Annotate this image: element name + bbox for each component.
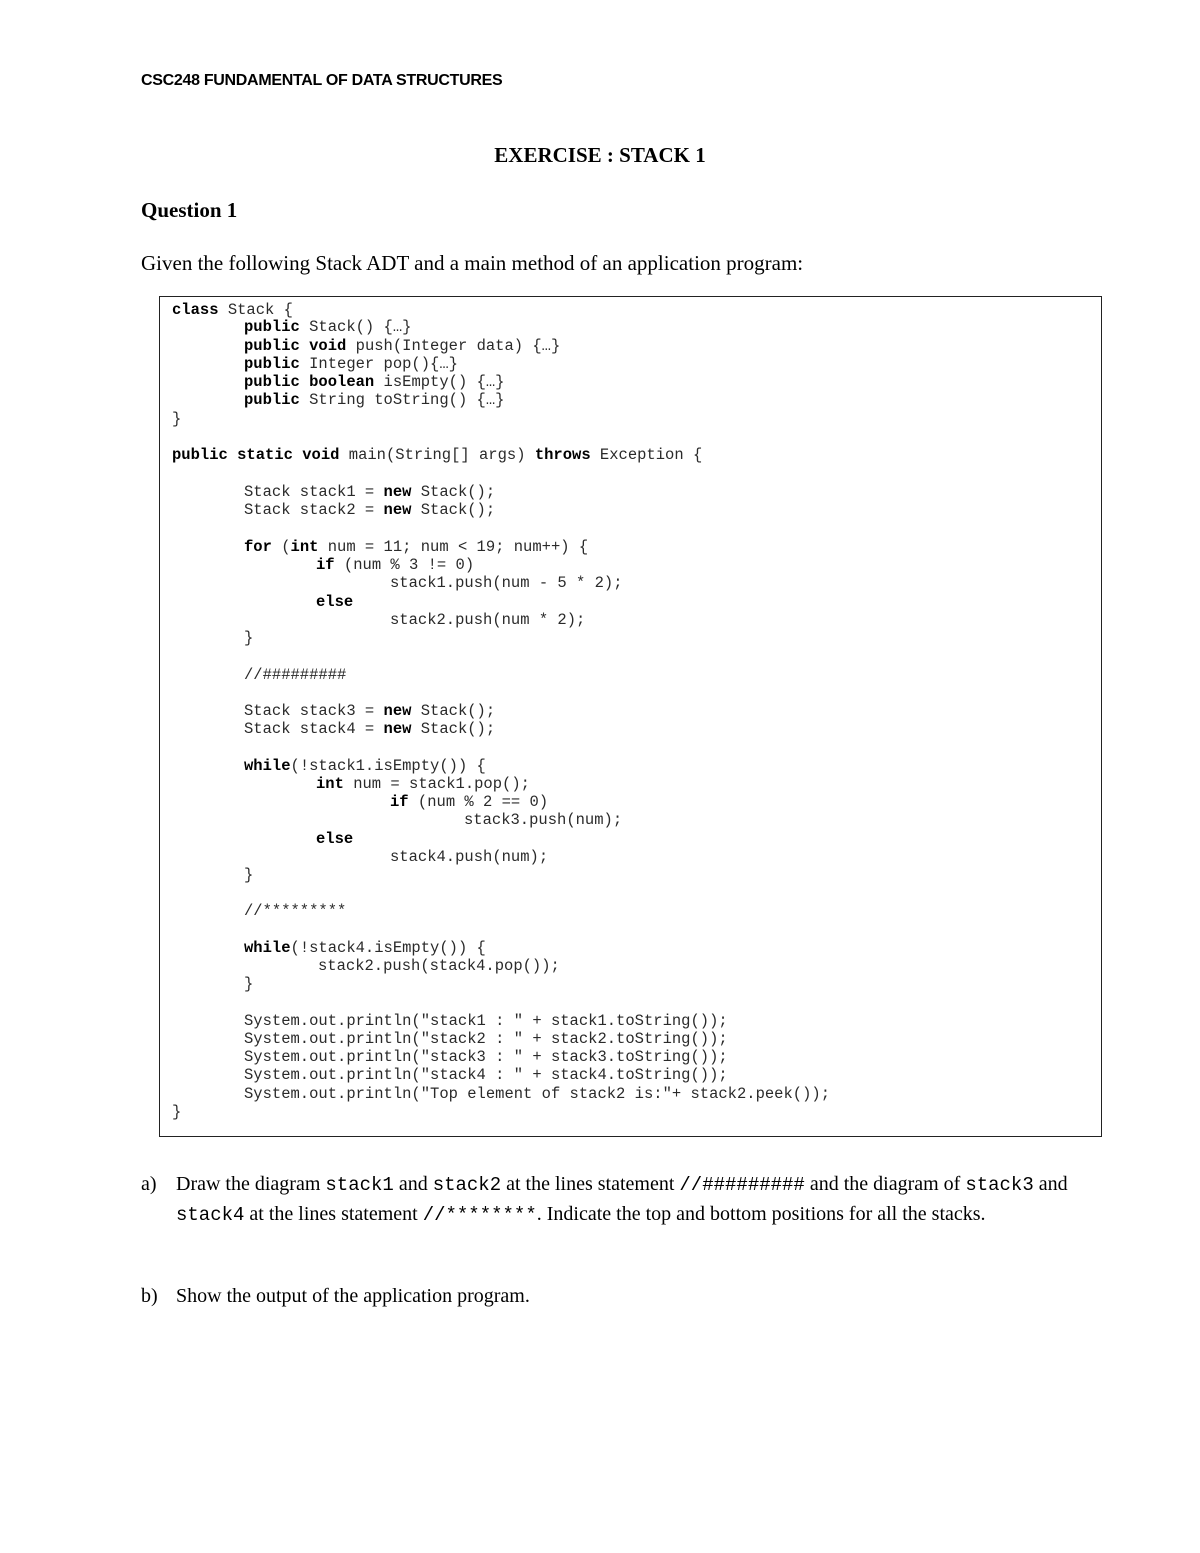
code-line: System.out.println("stack1 : " + stack1.toString()); <box>244 1012 728 1030</box>
code-line: } <box>244 866 254 884</box>
code-line: while(!stack1.isEmpty()) { <box>244 757 486 775</box>
code-line: public Stack() {…} <box>244 318 412 336</box>
question-heading: Question 1 <box>141 198 238 222</box>
code-line: System.out.println("stack3 : " + stack3.toString()); <box>244 1048 728 1066</box>
code-line: stack4.push(num); <box>390 848 549 866</box>
code-line: class Stack { <box>172 301 293 319</box>
code-line: //######### <box>244 666 347 684</box>
code-line: public static void main(String[] args) throws Exception { <box>172 446 703 464</box>
code-line: } <box>244 629 254 647</box>
code-line: if (num % 3 != 0) <box>316 556 475 574</box>
code-line: public Integer pop(){…} <box>244 355 458 373</box>
question-a-label: a) <box>141 1173 157 1195</box>
code-line: System.out.println("stack2 : " + stack2.toString()); <box>244 1030 728 1048</box>
code-line: int num = stack1.pop(); <box>316 775 530 793</box>
code-line: else <box>316 593 354 611</box>
code-line: stack2.push(stack4.pop()); <box>318 957 560 975</box>
code-line: Stack stack1 = new Stack(); <box>244 483 496 501</box>
code-line: Stack stack3 = new Stack(); <box>244 702 496 720</box>
code-line: while(!stack4.isEmpty()) { <box>244 939 486 957</box>
code-line: Stack stack2 = new Stack(); <box>244 501 496 519</box>
code-line: stack2.push(num * 2); <box>390 611 586 629</box>
code-line: //********* <box>244 902 347 920</box>
code-line: } <box>172 1103 182 1121</box>
code-line: } <box>244 975 254 993</box>
code-line: if (num % 2 == 0) <box>390 793 549 811</box>
code-line: public boolean isEmpty() {…} <box>244 373 505 391</box>
code-line: System.out.println("Top element of stack2 is:"+ stack2.peek()); <box>244 1085 830 1103</box>
code-line: stack1.push(num - 5 * 2); <box>390 574 623 592</box>
code-line: System.out.println("stack4 : " + stack4.toString()); <box>244 1066 728 1084</box>
exercise-title: EXERCISE : STACK 1 <box>494 143 706 167</box>
code-line: Stack stack4 = new Stack(); <box>244 720 496 738</box>
question-b-label: b) <box>141 1285 158 1307</box>
intro-text: Given the following Stack ADT and a main method of an application program: <box>141 251 804 275</box>
code-line: public String toString() {…} <box>244 391 505 409</box>
question-b-text: Show the output of the application program. <box>176 1285 530 1307</box>
code-line: stack3.push(num); <box>464 811 623 829</box>
question-a-text: Draw the diagram stack1 and stack2 at the lines statement //######### and the diagram of stack3 and stack4 at the lines statement //********. Indicate the top and bottom positions for all the stacks. <box>176 1173 1068 1226</box>
course-header: CSC248 FUNDAMENTAL OF DATA STRUCTURES <box>141 72 503 89</box>
code-line: else <box>316 830 354 848</box>
code-line: public void push(Integer data) {…} <box>244 337 561 355</box>
code-line: } <box>172 410 182 428</box>
code-line: for (int num = 11; num < 19; num++) { <box>244 538 589 556</box>
code-listing <box>159 296 1102 1137</box>
